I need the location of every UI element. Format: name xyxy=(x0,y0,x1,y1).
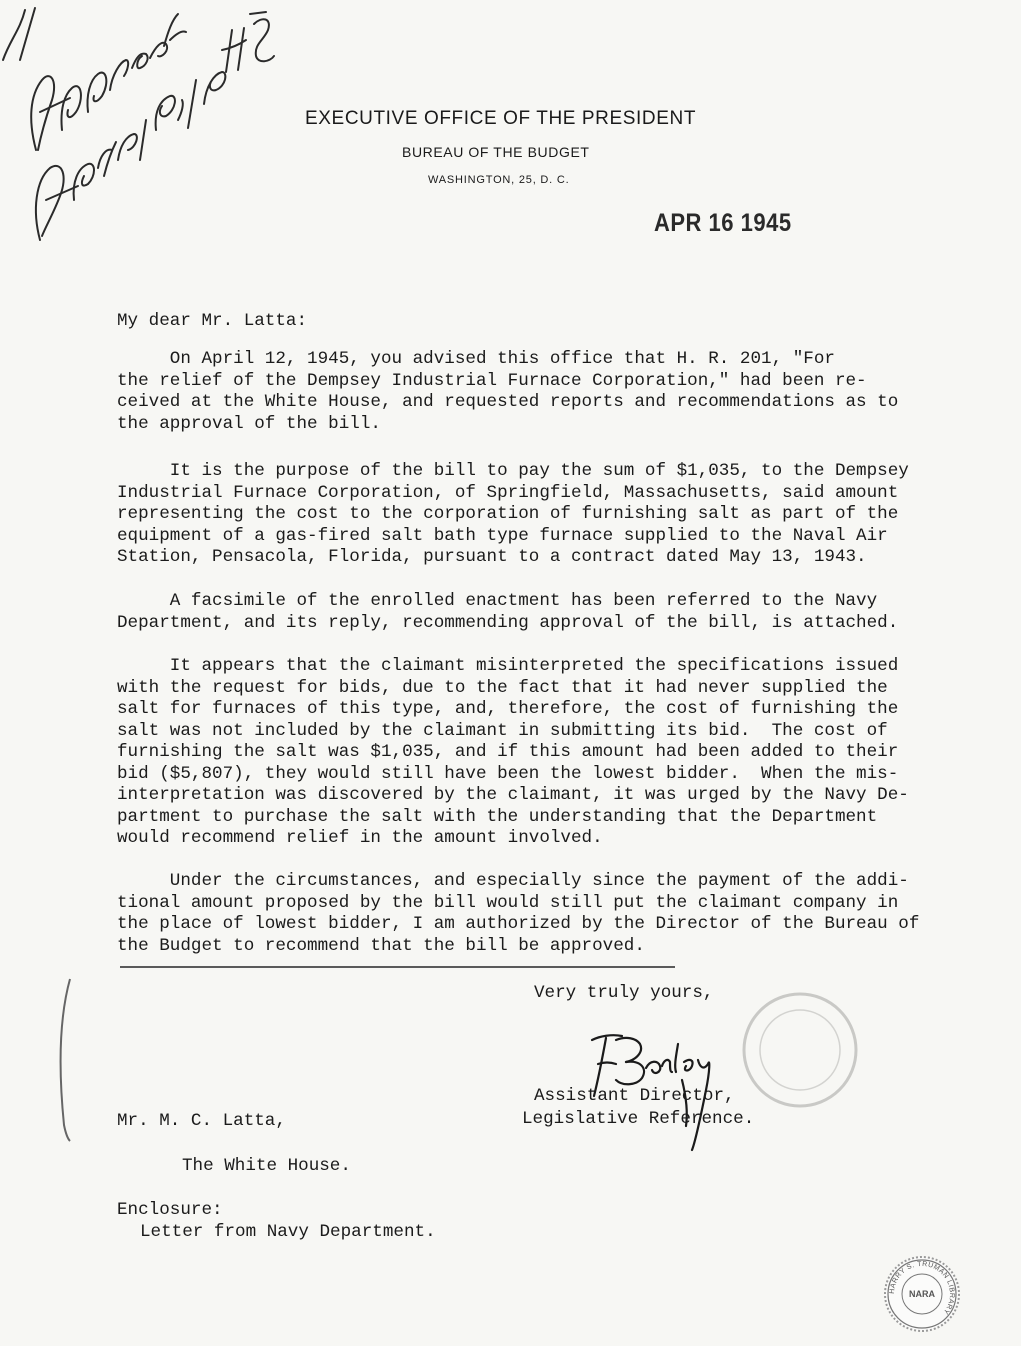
enclosure-text: Letter from Navy Department. xyxy=(140,1222,436,1242)
letterhead-city: WASHINGTON, 25, D. C. xyxy=(428,174,570,186)
letterhead-office: EXECUTIVE OFFICE OF THE PRESIDENT xyxy=(305,108,697,129)
body-paragraph-3: A facsimile of the enrolled enactment has been referred to the Navy Department, and its reply, recommending approval of the bill, is attached. xyxy=(117,591,899,633)
date-stamp: APR 16 1945 xyxy=(654,208,792,237)
signer-title-line-2: Legislative Reference. xyxy=(522,1109,755,1129)
address: The White House. xyxy=(182,1156,351,1176)
body-paragraph-1: On April 12, 1945, you advised this office that H. R. 201, "For the relief of the Dempsey Industrial Furnace Corporation," had been re- ceived at the White House, and requested reports and recommendations as to the approval of the bill. xyxy=(117,349,899,434)
library-stamp-ring-text: HARRY S. TRUMAN LIBRARY xyxy=(888,1260,956,1316)
letterhead-bureau: BUREAU OF THE BUDGET xyxy=(402,144,590,160)
enclosure-label: Enclosure: xyxy=(117,1200,223,1220)
addressee: Mr. M. C. Latta, xyxy=(117,1111,286,1131)
body-paragraph-2: It is the purpose of the bill to pay the sum of $1,035, to the Dempsey Industrial Furnace Corporation, of Springfield, Massachusetts, said amount representing the cost to the corporation of furnishing salt as part of the equipment of a gas-fired salt bath type furnace supplied to the Naval Air Station, Pensacola, Florida, pursuant to a contract dated May 13, 1943. xyxy=(117,461,909,567)
library-stamp-center-text: NARA xyxy=(909,1289,935,1299)
body-paragraph-5: Under the circumstances, and especially since the payment of the addi- tional amount proposed by the bill would still put the claimant company in the place of lowest bidder, I am authorized by the Director of the Bureau of the Budget to recommend that the bill be approved. xyxy=(117,871,920,956)
salutation: My dear Mr. Latta: xyxy=(117,311,308,331)
library-stamp-icon xyxy=(882,1254,962,1334)
closing: Very truly yours, xyxy=(534,983,714,1003)
body-paragraph-4: It appears that the claimant misinterpreted the specifications issued with the request for bids, due to the fact that it had never supplied the salt for furnaces of this type, and, therefore, the cost of furnishing the salt was not included by the claimant in submitting its bid. The cost of furnishing the salt was $1,035, and if this amount had been added to their bid ($5,807), they would still have been the lowest bidder. When the mis- interpretation was discovered by the claimant, it was urged by the Navy De- partment to purchase the salt with the understanding that the Department would recommend relief in the amount involved. xyxy=(117,656,909,848)
signer-title-line-1: Assistant Director, xyxy=(534,1086,735,1106)
